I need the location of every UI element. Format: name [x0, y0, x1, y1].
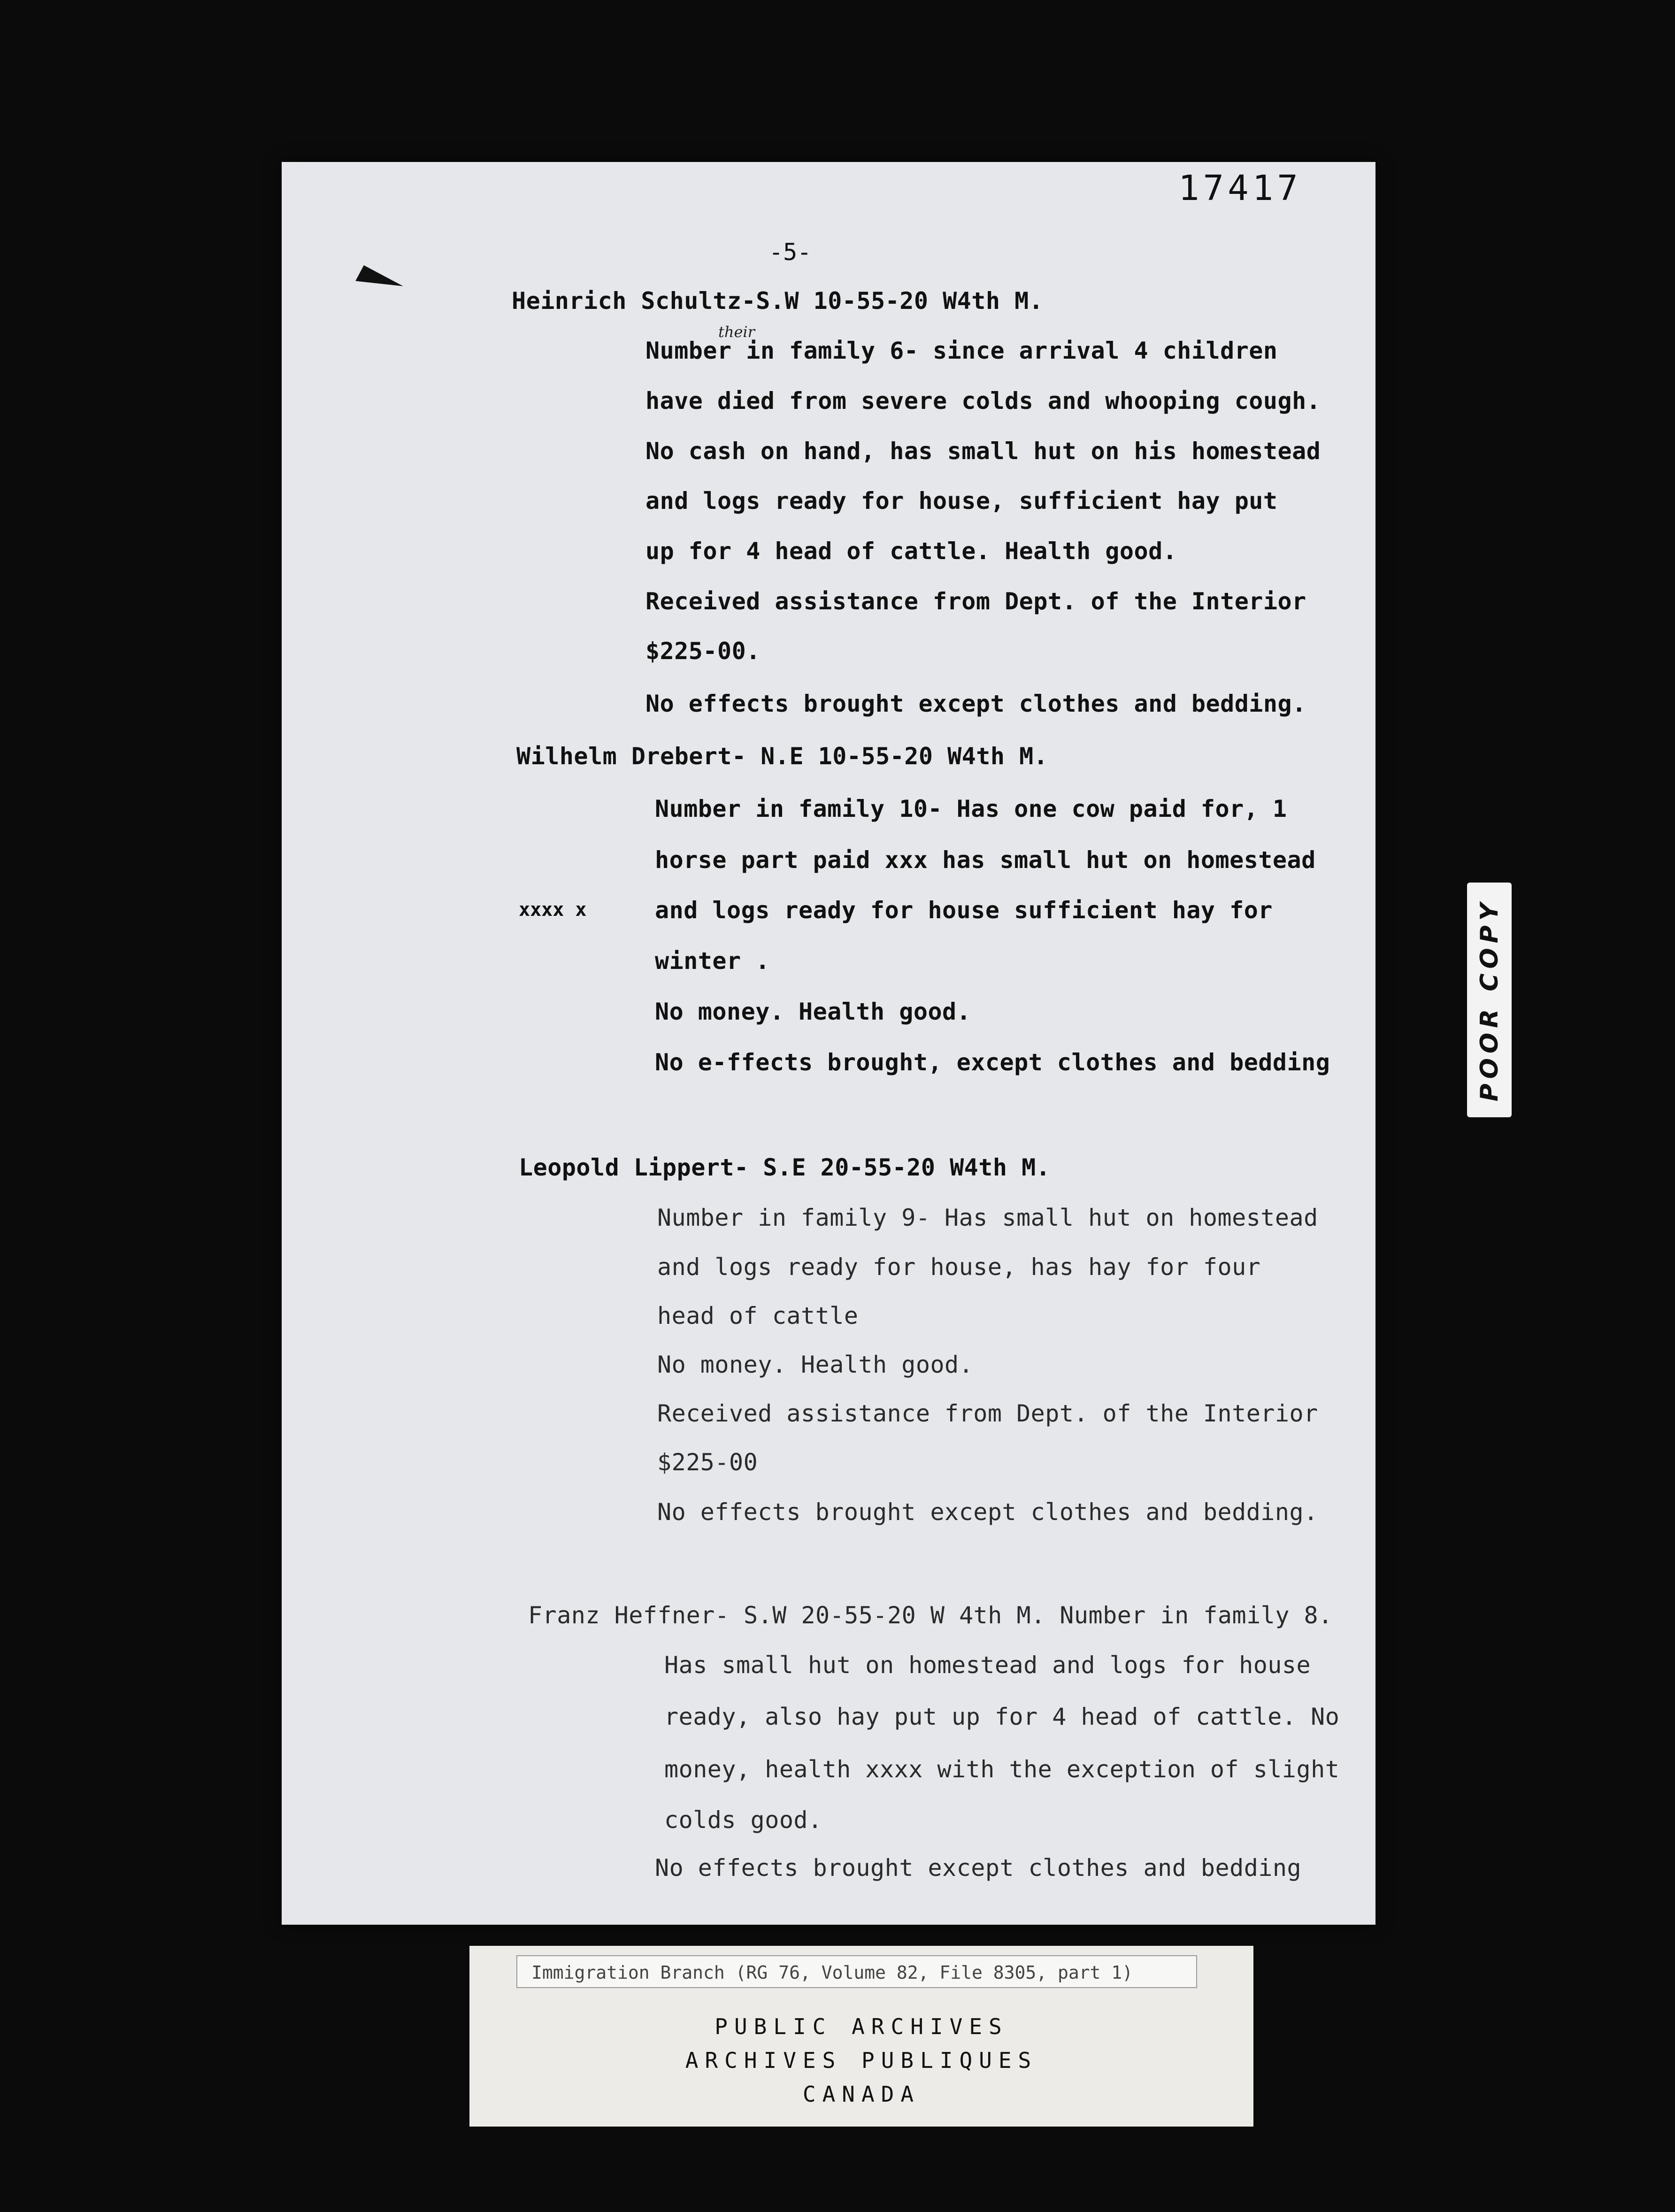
entry-line: colds good. — [664, 1806, 822, 1834]
entry-line: No money. Health good. — [657, 1351, 974, 1378]
archive-reference: Immigration Branch (RG 76, Volume 82, File 8305, part 1) — [516, 1955, 1197, 1988]
entry-line: Has small hut on homestead and logs for house — [664, 1651, 1311, 1679]
entry-line: No effects brought except clothes and bedding. — [657, 1498, 1318, 1526]
entry-line: up for 4 head of cattle. Health good. — [645, 538, 1177, 565]
entry-line: ready, also hay put up for 4 head of cattle. No — [664, 1703, 1340, 1730]
entry-line: No money. Health good. — [655, 998, 971, 1025]
entry-heading: Leopold Lippert- S.E 20-55-20 W4th M. — [519, 1154, 1051, 1181]
entry-line: No effects brought except clothes and bedding — [655, 1854, 1302, 1882]
page-marker: -5- — [769, 238, 812, 266]
entry-line: $225-00 — [657, 1449, 758, 1476]
entry-line: Number in family 9- Has small hut on homestead — [657, 1204, 1318, 1231]
document-number: 17417 — [1178, 168, 1302, 208]
entry-line: winter . — [655, 947, 770, 975]
entry-line: $225-00. — [645, 637, 761, 665]
poor-copy-stamp — [1467, 883, 1512, 1117]
entry-line: head of cattle — [657, 1302, 859, 1329]
entry-line: horse part paid xxx has small hut on homestead — [655, 846, 1316, 874]
entry-line: No cash on hand, has small hut on his homestead — [645, 438, 1321, 465]
entry-line: Received assistance from Dept. of the Interior — [657, 1400, 1318, 1427]
entry-line: Number in family 6- since arrival 4 children — [645, 337, 1278, 364]
entry-line: Received assistance from Dept. of the Interior — [645, 588, 1306, 615]
archive-line-3: CANADA — [802, 2081, 921, 2107]
entry-line: and logs ready for house, has hay for four — [657, 1253, 1261, 1281]
entry-line: No effects brought except clothes and bedding. — [645, 690, 1306, 717]
entry-heading: Wilhelm Drebert- N.E 10-55-20 W4th M. — [516, 743, 1048, 770]
entry-line: money, health xxxx with the exception of slight — [664, 1756, 1340, 1783]
entry-heading: Franz Heffner- S.W 20-55-20 W 4th M. Number in family 8. — [528, 1602, 1333, 1629]
entry-line: and logs ready for house sufficient hay for — [655, 897, 1273, 924]
archive-line-2: ARCHIVES PUBLIQUES — [685, 2048, 1038, 2073]
entry-line: and logs ready for house, sufficient hay put — [645, 487, 1278, 515]
entry-line: No e-ffects brought, except clothes and bedding — [655, 1049, 1330, 1076]
margin-strikeout: xxxx x — [519, 899, 587, 921]
entry-line: have died from severe colds and whooping cough. — [645, 387, 1321, 415]
entry-heading: Heinrich Schultz-S.W 10-55-20 W4th M. — [512, 287, 1044, 315]
handwritten-insert: their — [718, 323, 755, 341]
poor-copy-text: POOR COPY — [1475, 898, 1504, 1102]
archive-line-1: PUBLIC ARCHIVES — [715, 2014, 1008, 2039]
entry-line: Number in family 10- Has one cow paid for, 1 — [655, 795, 1287, 822]
